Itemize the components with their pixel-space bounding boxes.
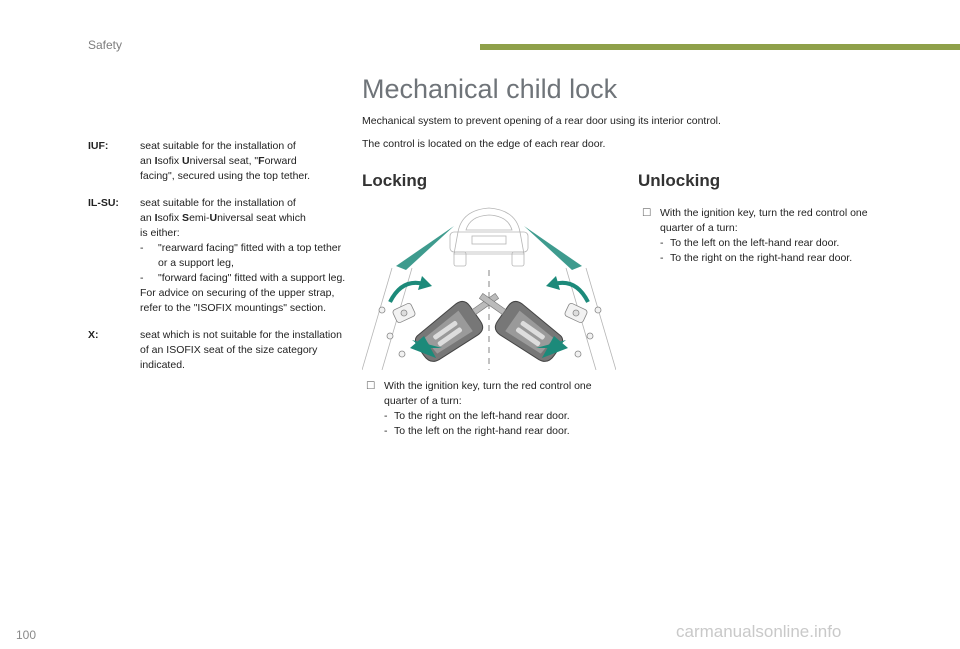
locking-bullet: ☐ With the ignition key, turn the red control one quarter of a turn: [366, 380, 592, 407]
watermark: carmanualsonline.info [676, 622, 842, 641]
definition-term: IUF: [88, 140, 109, 152]
unlocking-bullet: ☐ With the ignition key, turn the red control one quarter of a turn: [642, 207, 868, 234]
unlocking-step: - To the right on the right-hand rear door. [660, 252, 853, 264]
locking-heading: Locking [362, 171, 428, 190]
definition-list-item: - "rearward facing" fitted with a top tether or a support leg, [140, 242, 342, 269]
definition-term: IL-SU: [88, 197, 119, 209]
intro-paragraph-1: Mechanical system to prevent opening of a rear door using its interior control. [362, 115, 721, 127]
definition-line: is either: [140, 227, 180, 239]
seat-definitions [88, 139, 350, 385]
definition-x [88, 328, 350, 373]
locking-instructions [366, 379, 616, 439]
locking-step: - To the left on the right-hand rear door. [384, 425, 570, 437]
unlocking-instructions [642, 206, 892, 266]
definition-line: seat suitable for the installation of [140, 140, 296, 152]
intro-paragraph-2: The control is located on the edge of each rear door. [362, 138, 606, 150]
definition-iuf [88, 139, 350, 184]
definition-line: seat which is not suitable for the installation of an ISOFIX seat of the size category indicated. [140, 329, 342, 371]
definition-line: an Isofix Universal seat, "Forward [140, 155, 297, 167]
definition-description [140, 196, 350, 316]
checkbox-bullet-icon: ☐ [366, 380, 376, 392]
definition-description [140, 139, 350, 184]
definition-line: an Isofix Semi-Universal seat which [140, 212, 306, 224]
unlocking-heading: Unlocking [638, 171, 721, 190]
section-label: Safety [88, 38, 123, 52]
definition-line: facing", secured using the top tether. [140, 170, 311, 182]
page-title: Mechanical child lock [362, 74, 618, 104]
definition-description [140, 328, 350, 373]
definition-term: X: [88, 329, 99, 341]
section-accent-bar [480, 44, 960, 50]
definition-il-su [88, 196, 350, 316]
locking-step: - To the right on the left-hand rear door. [384, 410, 570, 422]
definition-note: For advice on securing of the upper strap, refer to the "ISOFIX mountings" section. [140, 287, 335, 314]
checkbox-bullet-icon: ☐ [642, 207, 652, 219]
page-number: 100 [16, 628, 37, 642]
unlocking-step: - To the left on the left-hand rear door. [660, 237, 840, 249]
definition-line: seat suitable for the installation of [140, 197, 296, 209]
definition-list-item: - "forward facing" fitted with a support leg. [140, 272, 346, 284]
child-lock-illustration [362, 198, 616, 370]
